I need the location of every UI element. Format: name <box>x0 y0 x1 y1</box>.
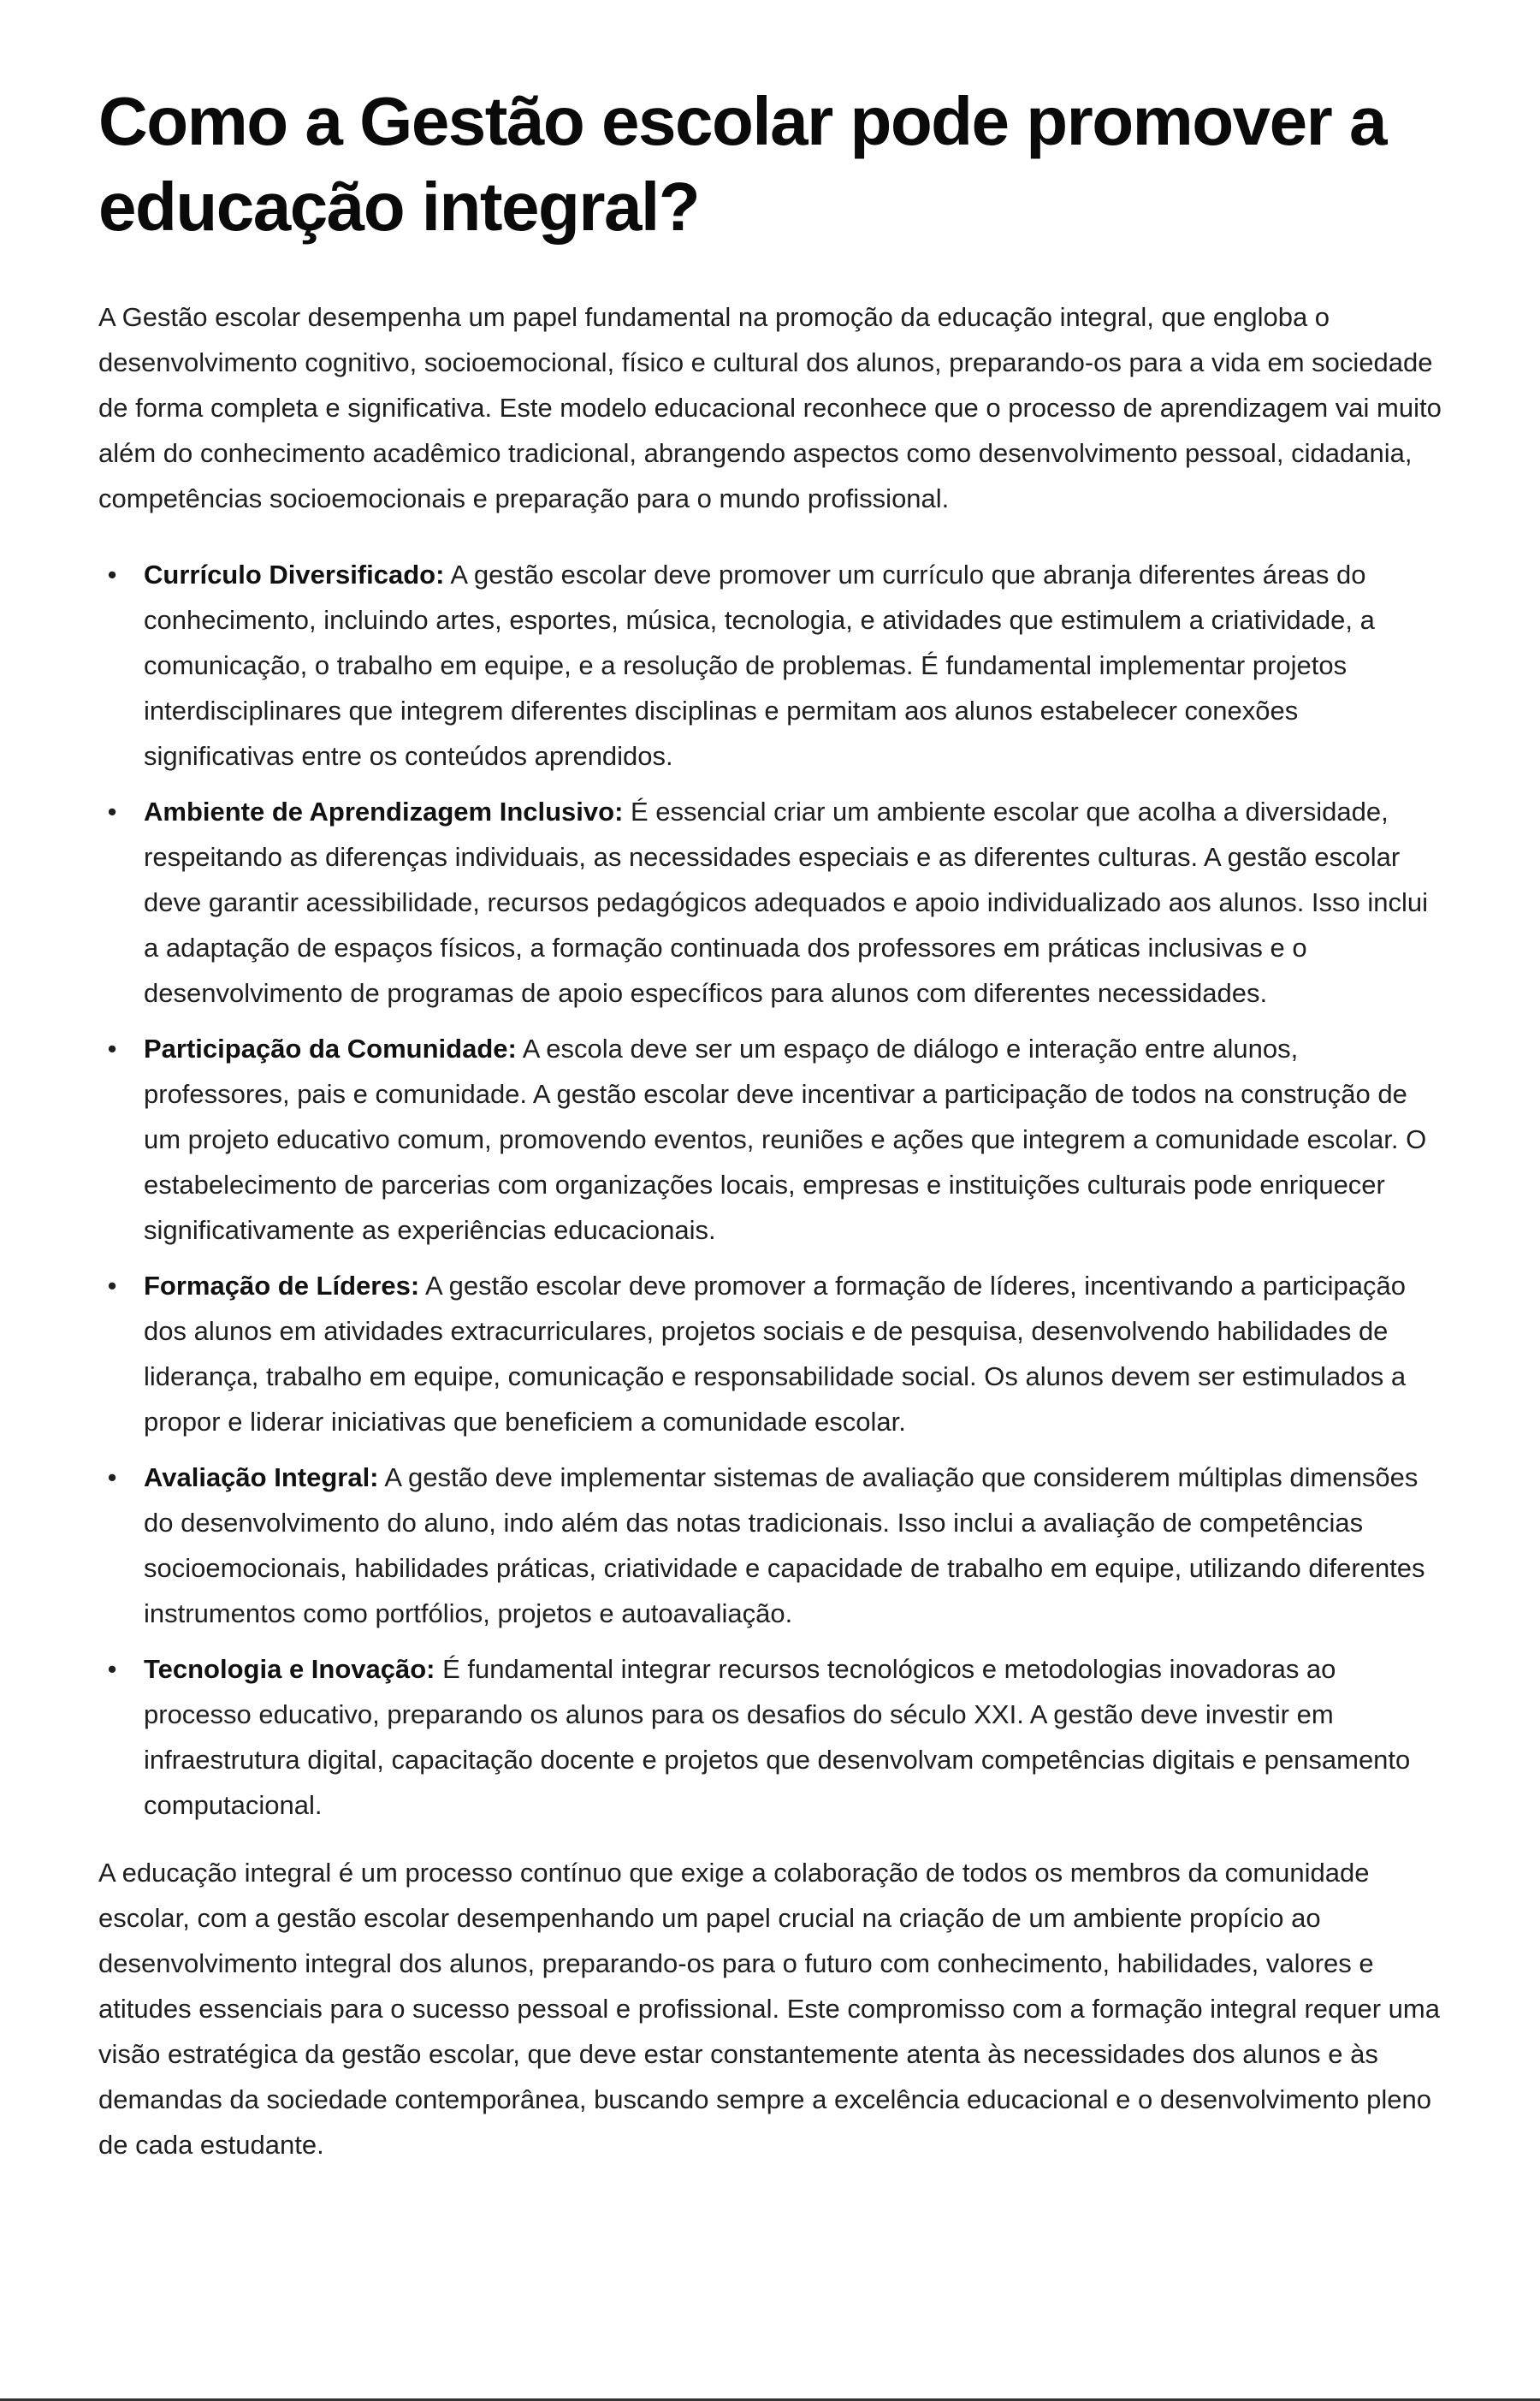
closing-paragraph: A educação integral é um processo contínuo que exige a colaboração de todos os membros da comunidade escolar, com a gestão escolar desempenhando um papel crucial na criação de um ambiente propício ao desenvolvimento integral dos alunos, preparando-os para o futuro com conhecimento, habilidades, valores e atitudes essenciais para o sucesso pessoal e profissional. Este compromisso com a formação integral requer uma visão estratégica da gestão escolar, que deve estar constantemente atenta às necessidades dos alunos e às demandas da sociedade contemporânea, buscando sempre a excelência educacional e o desenvolvimento pleno de cada estudante. <box>98 1858 1440 2160</box>
page-title: Como a Gestão escolar pode promover a educação integral? <box>98 83 1386 245</box>
list-item <box>107 1026 1443 1253</box>
list-item-label: Currículo Diversificado: <box>144 560 445 590</box>
list-item-text: A gestão escolar deve promover um currículo que abranja diferentes áreas do conhecimento, incluindo artes, esportes, música, tecnologia, e atividades que estimulem a criatividade, a comunicação, o trabalho em equipe, e a resolução de problemas. É fundamental implementar projetos interdisciplinares que integrem diferentes disciplinas e permitam aos alunos estabelecer conexões significativas entre os conteúdos aprendidos. <box>144 560 1375 771</box>
bullet-icon: • <box>107 797 117 827</box>
list-item-text: A gestão escolar deve promover a formação de líderes, incentivando a participação dos alunos em atividades extracurriculares, projetos sociais e de pesquisa, desenvolvendo habilidades de liderança, trabalho em equipe, comunicação e responsabilidade social. Os alunos devem ser estimulados a propor e liderar iniciativas que beneficiem a comunidade escolar. <box>144 1271 1407 1437</box>
list-item <box>107 789 1443 1016</box>
list-item <box>107 1263 1443 1444</box>
list-item <box>107 1646 1443 1828</box>
list-item-label: Ambiente de Aprendizagem Inclusivo: <box>144 797 624 827</box>
list-item-text: É fundamental integrar recursos tecnológicos e metodologias inovadoras ao processo educativo, preparando os alunos para os desafios do século XXI. A gestão deve investir em infraestrutura digital, capacitação docente e projetos que desenvolvam competências digitais e pensamento computacional. <box>144 1654 1411 1820</box>
list-item-label: Tecnologia e Inovação: <box>144 1654 435 1684</box>
list-item-label: Avaliação Integral: <box>144 1462 379 1492</box>
list-item-text: É essencial criar um ambiente escolar que acolha a diversidade, respeitando as diferenças individuais, as necessidades especiais e as diferentes culturas. A gestão escolar deve garantir acessibilidade, recursos pedagógicos adequados e apoio individualizado aos alunos. Isso inclui a adaptação de espaços físicos, a formação continuada dos professores em práticas inclusivas e o desenvolvimento de programas de apoio específicos para alunos com diferentes necessidades. <box>144 797 1429 1008</box>
list-item-label: Formação de Líderes: <box>144 1271 420 1301</box>
article <box>98 79 1443 2167</box>
list-item <box>107 552 1443 779</box>
list-item-text: A escola deve ser um espaço de diálogo e interação entre alunos, professores, pais e comunidade. A gestão escolar deve incentivar a participação de todos na construção de um projeto educativo comum, promovendo eventos, reuniões e ações que integrem a comunidade escolar. O estabelecimento de parcerias com organizações locais, empresas e instituições culturais pode enriquecer significativamente as experiências educacionais. <box>144 1034 1427 1245</box>
list-item <box>107 1455 1443 1636</box>
bullet-icon: • <box>107 1271 117 1301</box>
topic-list <box>98 552 1443 1828</box>
bullet-icon: • <box>107 560 117 590</box>
bullet-icon: • <box>107 1654 117 1684</box>
bullet-icon: • <box>107 1462 117 1492</box>
list-item-label: Participação da Comunidade: <box>144 1034 517 1064</box>
bullet-icon: • <box>107 1034 117 1064</box>
intro-paragraph: A Gestão escolar desempenha um papel fundamental na promoção da educação integral, que engloba o desenvolvimento cognitivo, socioemocional, físico e cultural dos alunos, preparando-os para a vida em sociedade de forma completa e significativa. Este modelo educacional reconhece que o processo de aprendizagem vai muito além do conhecimento acadêmico tradicional, abrangendo aspectos como desenvolvimento pessoal, cidadania, competências socioemocionais e preparação para o mundo profissional. <box>98 302 1442 513</box>
list-item-text: A gestão deve implementar sistemas de avaliação que considerem múltiplas dimensões do desenvolvimento do aluno, indo além das notas tradicionais. Isso inclui a avaliação de competências socioemocionais, habilidades práticas, criatividade e capacidade de trabalho em equipe, utilizando diferentes instrumentos como portfólios, projetos e autoavaliação. <box>144 1462 1425 1628</box>
